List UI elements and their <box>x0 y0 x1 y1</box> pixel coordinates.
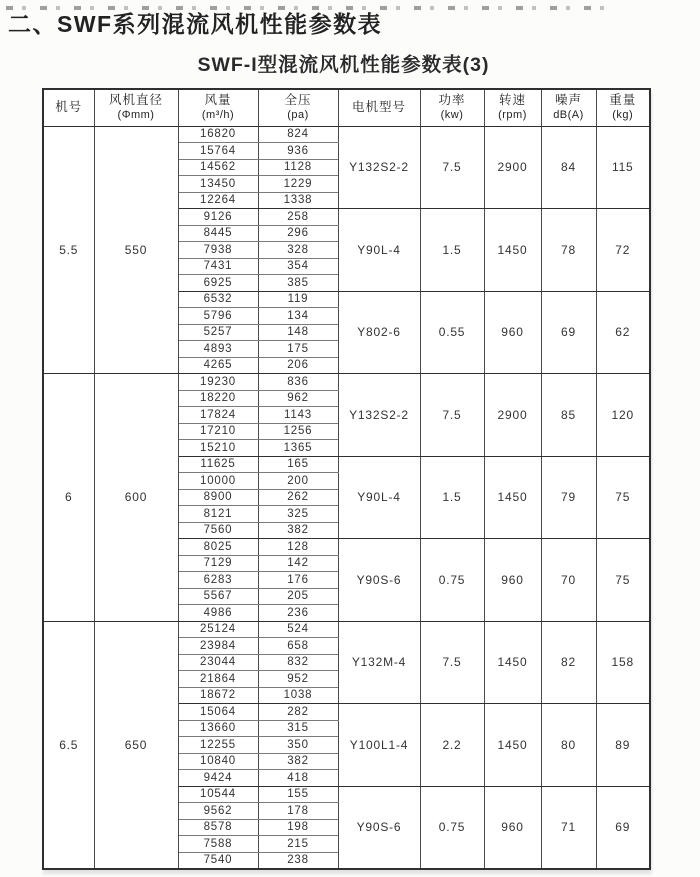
pressure-cell: 178 <box>258 803 338 820</box>
noise-cell: 71 <box>541 786 596 869</box>
flow-cell: 8025 <box>178 539 258 556</box>
noise-cell: 82 <box>541 621 596 704</box>
header-unit: (pa) <box>287 108 309 121</box>
col-header-diameter <box>94 89 178 126</box>
motor-cell: Y90S-6 <box>338 539 420 622</box>
motor-cell: Y90L-4 <box>338 456 420 539</box>
flow-cell: 13660 <box>178 720 258 737</box>
pressure-cell: 382 <box>258 522 338 539</box>
noise-cell: 80 <box>541 704 596 787</box>
header-label: 全压 <box>284 93 312 108</box>
weight-cell: 69 <box>596 786 650 869</box>
flow-cell: 6283 <box>178 572 258 589</box>
flow-cell: 8578 <box>178 819 258 836</box>
header-row <box>43 89 650 126</box>
flow-cell: 13450 <box>178 176 258 193</box>
pressure-cell: 328 <box>258 242 338 259</box>
pressure-cell: 205 <box>258 588 338 605</box>
flow-cell: 12264 <box>178 192 258 209</box>
flow-cell: 14562 <box>178 159 258 176</box>
col-header-flow <box>178 89 258 126</box>
header-label: 机号 <box>55 99 83 114</box>
pressure-cell: 350 <box>258 737 338 754</box>
flow-cell: 25124 <box>178 621 258 638</box>
pressure-cell: 952 <box>258 671 338 688</box>
pressure-cell: 165 <box>258 456 338 473</box>
pressure-cell: 325 <box>258 506 338 523</box>
scan-artifact <box>6 6 606 10</box>
noise-cell: 79 <box>541 456 596 539</box>
motor-cell: Y802-6 <box>338 291 420 374</box>
power-cell: 0.75 <box>420 786 484 869</box>
flow-cell: 12255 <box>178 737 258 754</box>
power-cell: 0.55 <box>420 291 484 374</box>
pressure-cell: 206 <box>258 357 338 374</box>
pressure-cell: 836 <box>258 374 338 391</box>
pressure-cell: 200 <box>258 473 338 490</box>
col-header-power <box>420 89 484 126</box>
pressure-cell: 658 <box>258 638 338 655</box>
pressure-cell: 282 <box>258 704 338 721</box>
flow-cell: 8445 <box>178 225 258 242</box>
pressure-cell: 155 <box>258 786 338 803</box>
motor-cell: Y132S2-2 <box>338 374 420 457</box>
weight-cell: 72 <box>596 209 650 292</box>
col-header-pressure <box>258 89 338 126</box>
document-page <box>0 6 700 877</box>
header-label: 电机型号 <box>351 99 406 114</box>
speed-cell: 960 <box>484 539 541 622</box>
header-label: 噪声 <box>554 93 582 108</box>
pressure-cell: 148 <box>258 324 338 341</box>
flow-cell: 7588 <box>178 836 258 853</box>
flow-cell: 10544 <box>178 786 258 803</box>
diameter-cell: 600 <box>94 374 178 622</box>
header-unit: (m³/h) <box>201 108 235 121</box>
table-row <box>43 126 650 143</box>
flow-cell: 6532 <box>178 291 258 308</box>
flow-cell: 9424 <box>178 770 258 787</box>
header-label: 重量 <box>609 93 637 108</box>
pressure-cell: 1038 <box>258 687 338 704</box>
flow-cell: 15210 <box>178 440 258 457</box>
machine-no-cell: 6.5 <box>43 621 94 869</box>
pressure-cell: 524 <box>258 621 338 638</box>
flow-cell: 7560 <box>178 522 258 539</box>
pressure-cell: 824 <box>258 126 338 143</box>
header-unit: (Φmm) <box>117 108 155 121</box>
pressure-cell: 262 <box>258 489 338 506</box>
weight-cell: 120 <box>596 374 650 457</box>
flow-cell: 9562 <box>178 803 258 820</box>
pressure-cell: 258 <box>258 209 338 226</box>
power-cell: 7.5 <box>420 126 484 209</box>
speed-cell: 1450 <box>484 456 541 539</box>
pressure-cell: 315 <box>258 720 338 737</box>
pressure-cell: 198 <box>258 819 338 836</box>
flow-cell: 15764 <box>178 143 258 160</box>
header-label: 功率 <box>438 93 466 108</box>
power-cell: 0.75 <box>420 539 484 622</box>
weight-cell: 158 <box>596 621 650 704</box>
col-header-motor-model <box>338 89 420 126</box>
page-subtitle: SWF-I型混流风机性能参数表(3) <box>197 54 490 76</box>
flow-cell: 18220 <box>178 390 258 407</box>
col-header-weight <box>596 89 650 126</box>
flow-cell: 23044 <box>178 654 258 671</box>
pressure-cell: 128 <box>258 539 338 556</box>
pressure-cell: 385 <box>258 275 338 292</box>
flow-cell: 4893 <box>178 341 258 358</box>
flow-cell: 5796 <box>178 308 258 325</box>
flow-cell: 8900 <box>178 489 258 506</box>
power-cell: 2.2 <box>420 704 484 787</box>
header-unit: (kg) <box>612 108 634 121</box>
header-label: 转速 <box>498 93 526 108</box>
noise-cell: 85 <box>541 374 596 457</box>
pressure-cell: 134 <box>258 308 338 325</box>
flow-cell: 16820 <box>178 126 258 143</box>
flow-cell: 6925 <box>178 275 258 292</box>
table-header <box>43 89 650 126</box>
header-unit: (kw) <box>440 108 464 121</box>
weight-cell: 75 <box>596 539 650 622</box>
speed-cell: 960 <box>484 291 541 374</box>
table-row <box>43 621 650 638</box>
speed-cell: 2900 <box>484 126 541 209</box>
flow-cell: 5567 <box>178 588 258 605</box>
pressure-cell: 236 <box>258 605 338 622</box>
motor-cell: Y90L-4 <box>338 209 420 292</box>
flow-cell: 18672 <box>178 687 258 704</box>
pressure-cell: 176 <box>258 572 338 589</box>
power-cell: 1.5 <box>420 456 484 539</box>
col-header-machine-no <box>43 89 94 126</box>
flow-cell: 4986 <box>178 605 258 622</box>
weight-cell: 89 <box>596 704 650 787</box>
pressure-cell: 354 <box>258 258 338 275</box>
power-cell: 7.5 <box>420 621 484 704</box>
diameter-cell: 650 <box>94 621 178 869</box>
pressure-cell: 1338 <box>258 192 338 209</box>
pressure-cell: 382 <box>258 753 338 770</box>
fan-parameters-table <box>42 88 651 870</box>
noise-cell: 84 <box>541 126 596 209</box>
weight-cell: 62 <box>596 291 650 374</box>
flow-cell: 23984 <box>178 638 258 655</box>
flow-cell: 7431 <box>178 258 258 275</box>
flow-cell: 19230 <box>178 374 258 391</box>
pressure-cell: 936 <box>258 143 338 160</box>
pressure-cell: 1229 <box>258 176 338 193</box>
pressure-cell: 418 <box>258 770 338 787</box>
motor-cell: Y100L1-4 <box>338 704 420 787</box>
speed-cell: 1450 <box>484 209 541 292</box>
flow-cell: 15064 <box>178 704 258 721</box>
power-cell: 7.5 <box>420 374 484 457</box>
flow-cell: 7540 <box>178 852 258 869</box>
pressure-cell: 238 <box>258 852 338 869</box>
pressure-cell: 1128 <box>258 159 338 176</box>
flow-cell: 5257 <box>178 324 258 341</box>
flow-cell: 4265 <box>178 357 258 374</box>
flow-cell: 17824 <box>178 407 258 424</box>
speed-cell: 2900 <box>484 374 541 457</box>
flow-cell: 9126 <box>178 209 258 226</box>
flow-cell: 11625 <box>178 456 258 473</box>
pressure-cell: 142 <box>258 555 338 572</box>
pressure-cell: 1256 <box>258 423 338 440</box>
flow-cell: 21864 <box>178 671 258 688</box>
pressure-cell: 832 <box>258 654 338 671</box>
weight-cell: 75 <box>596 456 650 539</box>
flow-cell: 10000 <box>178 473 258 490</box>
diameter-cell: 550 <box>94 126 178 374</box>
motor-cell: Y132S2-2 <box>338 126 420 209</box>
machine-no-cell: 6 <box>43 374 94 622</box>
flow-cell: 10840 <box>178 753 258 770</box>
weight-cell: 115 <box>596 126 650 209</box>
fan-table-body <box>43 126 650 869</box>
header-label: 风量 <box>204 93 232 108</box>
motor-cell: Y132M-4 <box>338 621 420 704</box>
pressure-cell: 175 <box>258 341 338 358</box>
pressure-cell: 215 <box>258 836 338 853</box>
pressure-cell: 1365 <box>258 440 338 457</box>
pressure-cell: 119 <box>258 291 338 308</box>
speed-cell: 960 <box>484 786 541 869</box>
flow-cell: 7938 <box>178 242 258 259</box>
power-cell: 1.5 <box>420 209 484 292</box>
speed-cell: 1450 <box>484 704 541 787</box>
page-title: 二、SWF系列混流风机性能参数表 <box>8 11 383 37</box>
noise-cell: 78 <box>541 209 596 292</box>
pressure-cell: 962 <box>258 390 338 407</box>
noise-cell: 69 <box>541 291 596 374</box>
header-label: 风机直径 <box>108 93 163 108</box>
pressure-cell: 1143 <box>258 407 338 424</box>
motor-cell: Y90S-6 <box>338 786 420 869</box>
flow-cell: 17210 <box>178 423 258 440</box>
header-unit: dB(A) <box>553 108 584 121</box>
pressure-cell: 296 <box>258 225 338 242</box>
flow-cell: 8121 <box>178 506 258 523</box>
flow-cell: 7129 <box>178 555 258 572</box>
col-header-speed <box>484 89 541 126</box>
col-header-noise <box>541 89 596 126</box>
machine-no-cell: 5.5 <box>43 126 94 374</box>
speed-cell: 1450 <box>484 621 541 704</box>
noise-cell: 70 <box>541 539 596 622</box>
table-row <box>43 374 650 391</box>
header-unit: (rpm) <box>498 108 527 121</box>
